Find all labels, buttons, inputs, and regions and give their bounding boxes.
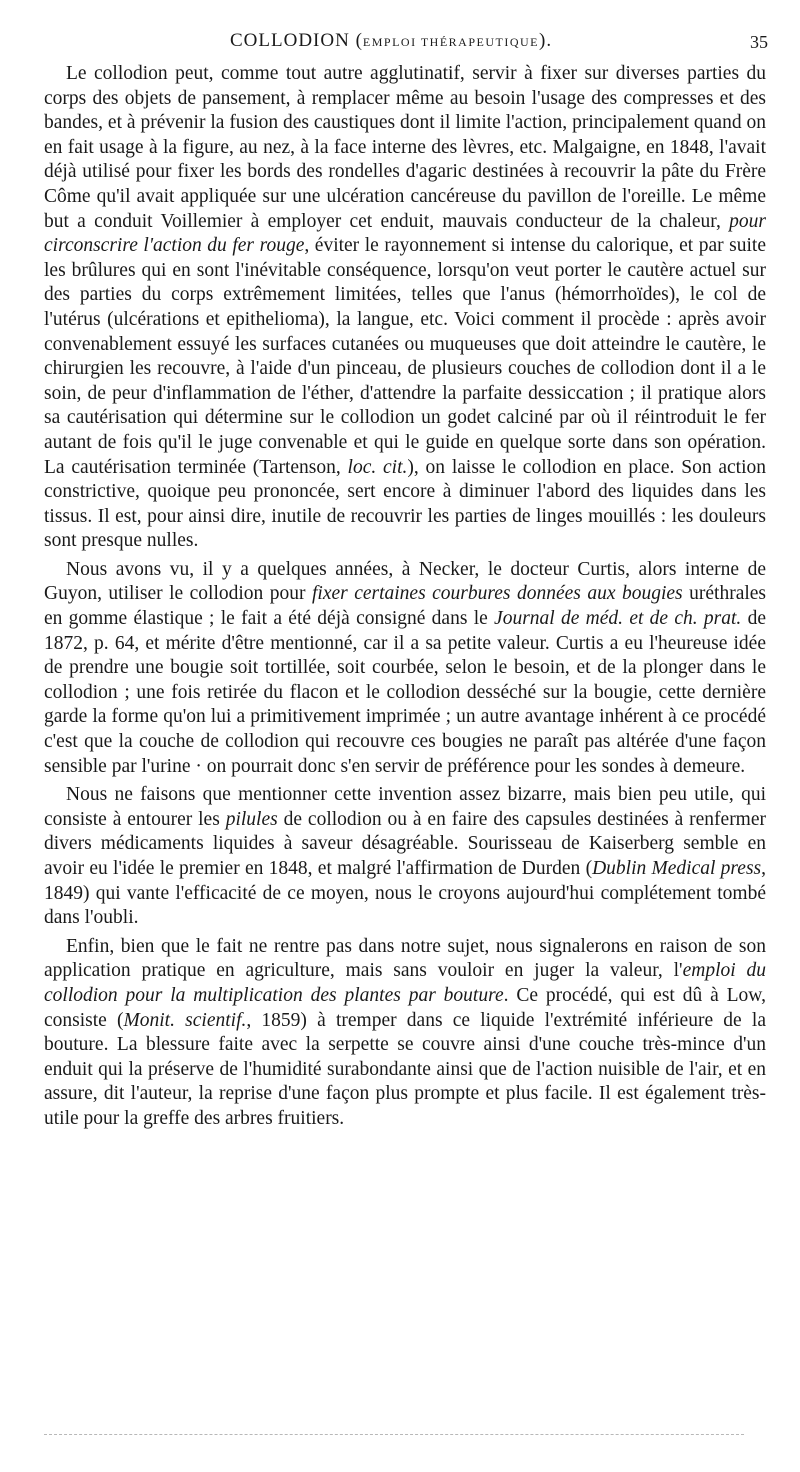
italic-run: emploi du collodion pour la multiplication des plantes par bouture [44,960,766,1006]
text-run: Nous ne faisons que mentionner cette invention assez bizarre, mais bien peu utile, qui consiste à entourer les [44,784,766,830]
body-text [44,62,766,1132]
running-title-paren-open: ( [349,30,363,51]
running-title-main: COLLODION [230,30,350,51]
text-run: uréthrales en gomme élastique ; le fait a été déjà consigné dans le [44,583,767,630]
text-run: Le collodion peut, comme tout autre agglutinatif, servir à fixer sur diverses parties du corps des objets de pansement, à remplacer même au besoin l'usage des compresses et des bandes, et à prévenir la fusion des caustiques dont il limite l'action, principalement quand on en fait usage à la figure, au nez, à la face interne des lèvres, etc. Malgaigne, en 1848, l'avait déjà utilisé pour fixer les bords des rondelles d'agaric destinées à recouvrir la pâte du Frère Côme qu'il avait appliquée sur une ulcération cancéreuse du pavillon de l'oreille. Le même but a conduit Voillemier à employer cet enduit, mauvais conducteur de la chaleur, [44,63,766,232]
text-run: de 1872, p. 64, et mérite d'être mentionné, car il a sa petite valeur. Curtis a eu l'heureuse idée de prendre une bougie soit tortillée, soit courbée, selon le besoin, et de la plonger dans le collodion ; une fois retirée du flacon et le collodion desséché sur la bougie, cette dernière garde la forme qu'on lui a primitivement imprimée ; un autre avantage inhérent à ce procédé c'est que la couche de collodion qui recouvre ces bougies ne paraît pas altérée d'une façon sensible par l'urine · on pourrait donc s'en servir de préférence pour les sondes à demeure. [44,608,766,777]
paragraph [44,783,766,931]
text-run: . Ce procédé, qui est dû à Low, consiste ( [44,984,766,1031]
italic-run: pilules [225,808,278,830]
italic-run: Monit. scientif. [123,1009,247,1031]
text-run: Nous avons vu, il y a quelques années, à Necker, le docteur Curtis, alors interne de Guyon, utiliser le collodion pour [44,558,766,605]
italic-run: Journal de méd. et de ch. prat. [494,608,742,630]
text-run: Enfin, bien que le fait ne rentre pas dans notre sujet, nous signalerons en raison de son application pratique en agriculture, mais sans vouloir en juger la valeur, l' [44,935,766,982]
text-run: , 1849) qui vante l'efficacité de ce moyen, nous le croyons aujourd'hui complétement tombé dans l'oubli. [44,858,766,929]
running-title-subtitle: EMPLOI THÉRAPEUTIQUE [362,35,540,49]
paragraph [44,935,766,1132]
text-run: de collodion ou à en faire des capsules destinées à renfermer divers médicaments liquides à saveur désagréable. Sourisseau de Kaiserberg semble en avoir eu l'idée le premier en 1848, et malgré l'affirmation de Durden ( [44,808,767,879]
paragraph [44,558,766,779]
paragraph [44,62,766,554]
italic-run: pour circonscrire l'action du fer rouge [44,210,766,257]
italic-run: loc. cit. [347,456,408,478]
italic-run: fixer certaines courbures données aux bougies [311,583,683,605]
text-run: , éviter le rayonnement si intense du calorique, et par suite les brûlures qui en sont l'inévitable conséquence, lorsqu'on veut porter le cautère actuel sur des parties du corps extrêmement limitées, telles que l'anus (hémorrhoïdes), le col de l'utérus (ulcérations et epithelioma), la langue, etc. Voici comment il procède : après avoir convenablement essuyé les surfaces cutanées ou muqueuses que doit atteindre le cautère, le chirurgien les recouvre, à l'aide d'un pinceau, de plusieurs couches de collodion dont il a le soin, de peur d'inflammation de l'éther, d'attendre la parfaite dessiccation ; il pratique alors sa cautérisation qui détermine sur le collodion un godet calciné par où il réintroduit le fer autant de fois qu'il le juge convenable et qui le guide en quelque sorte dans son opération. La cautérisation terminée (Tartenson, [44,235,767,478]
text-run: ), on laisse le collodion en place. Son action constrictive, quoique peu prononcée, sert encore à diminuer l'abord des liquides dans les tissus. Il est, pour ainsi dire, inutile de recouvrir les parties de linges mouillés : les douleurs sont presque nulles. [44,456,766,552]
page-number: 35 [750,32,768,52]
running-title-paren-close: ). [539,30,553,51]
running-title [230,30,552,52]
bottom-rule [44,1434,744,1435]
text-run: , 1859) à tremper dans ce liquide l'extrémité inférieure de la bouture. La blessure faite avec la serpette se couvre ainsi d'une couche très-mince d'un enduit qui la préserve de l'humidité surabondante ainsi que de l'action nuisible de l'air, et en assure, dit l'auteur, la reprise d'une façon plus prompte et plus facile. Il est également très-utile pour la greffe des arbres fruitiers. [44,1009,766,1129]
italic-run: Dublin Medical press [592,858,762,879]
running-head [40,30,768,54]
